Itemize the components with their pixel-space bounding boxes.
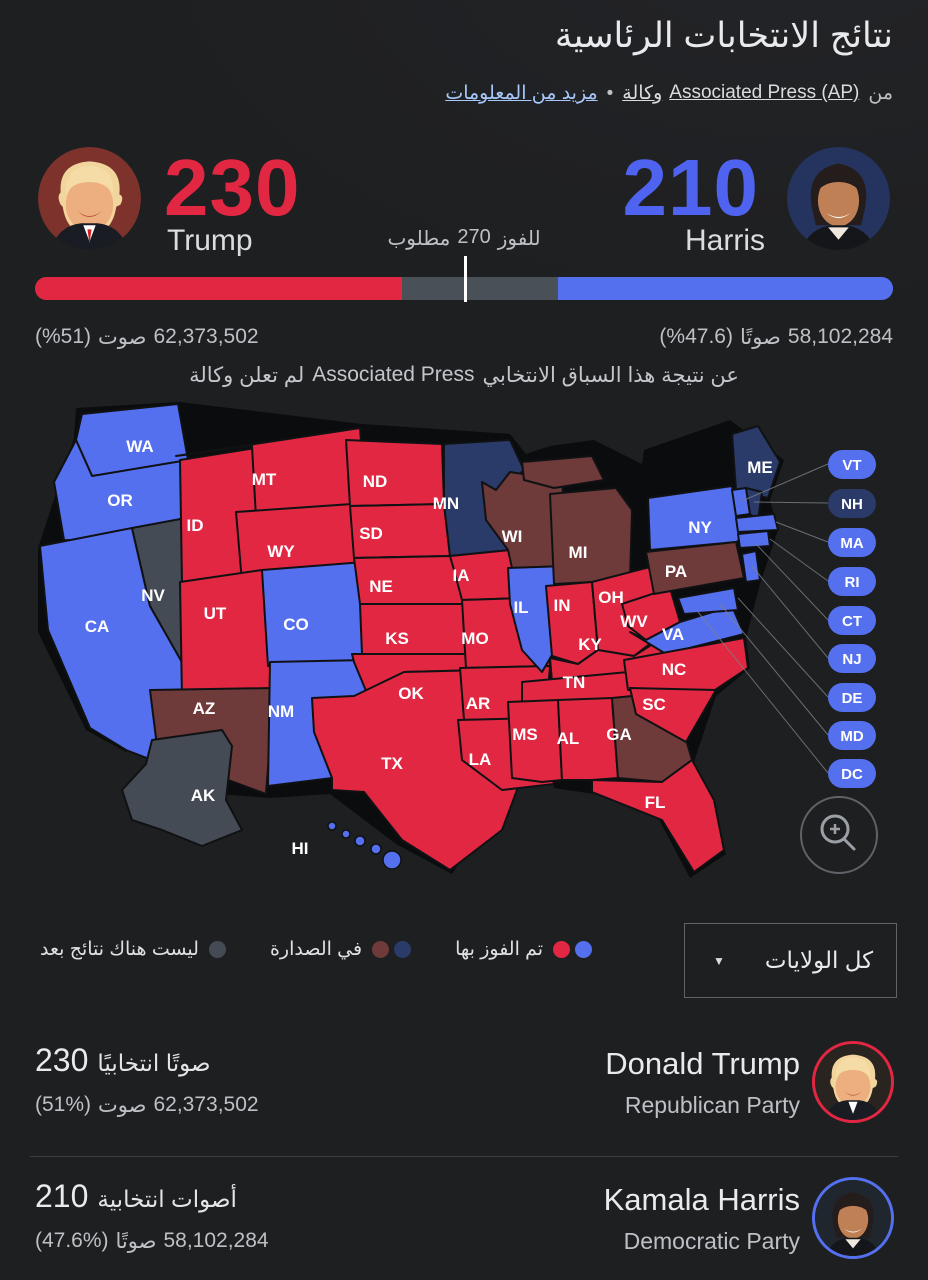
state-nd[interactable] xyxy=(346,440,444,506)
trump-electoral-count: 230 xyxy=(164,143,301,232)
state-label-ar: AR xyxy=(465,694,491,713)
us-states-map xyxy=(30,398,898,910)
source-line xyxy=(445,82,893,105)
pill-connector-line xyxy=(770,539,828,581)
state-label-nd: ND xyxy=(362,472,388,491)
svg-text:NH: NH xyxy=(841,496,863,513)
legend-no-results: ليست هناك نتائج بعد xyxy=(40,938,226,961)
page-title: نتائج الانتخابات الرئاسية xyxy=(554,16,893,55)
state-label-or: OR xyxy=(107,491,133,510)
maroon-dot xyxy=(372,941,389,958)
state-hi[interactable] xyxy=(371,844,381,854)
state-label-wv: WV xyxy=(620,612,648,631)
trump-popular-vote: (%51) صوت 62,373,502 xyxy=(35,325,259,349)
state-label-pa: PA xyxy=(664,562,688,581)
state-label-fl: FL xyxy=(644,793,666,812)
state-label-mn: MN xyxy=(432,494,460,513)
pill-connector-line xyxy=(776,522,828,542)
svg-text:VT: VT xyxy=(842,457,862,474)
state-label-nv: NV xyxy=(141,586,165,605)
state-label-wa: WA xyxy=(126,437,154,456)
state-label-nm: NM xyxy=(267,702,295,721)
state-hi[interactable] xyxy=(355,836,365,846)
state-label-in: IN xyxy=(553,596,571,615)
trump-avatar-small xyxy=(815,1044,891,1120)
svg-text:DE: DE xyxy=(841,690,863,707)
harris-avatar-small xyxy=(815,1180,891,1256)
state-label-ut: UT xyxy=(203,604,227,623)
state-label-mt: MT xyxy=(251,470,277,489)
states-dropdown[interactable]: ▼ كل الولايات xyxy=(684,923,897,998)
from-word: من xyxy=(868,83,893,104)
trump-label: Trump xyxy=(167,224,253,257)
chevron-down-icon: ▼ xyxy=(713,953,725,968)
state-label-sc: SC xyxy=(642,695,666,714)
candidate-party: Republican Party xyxy=(624,1092,800,1118)
trump-bar-segment xyxy=(35,277,402,300)
state-label-co: CO xyxy=(283,615,309,634)
state-label-ga: GA xyxy=(606,725,632,744)
state-label-mi: MI xyxy=(568,543,588,562)
state-label-va: VA xyxy=(661,625,685,644)
state-pill-ct[interactable] xyxy=(828,606,876,635)
harris-stats: 210 أصوات انتخابية (47.6%) صوتًا 58,102,284 xyxy=(35,1178,269,1253)
state-nj[interactable] xyxy=(742,551,760,582)
state-co[interactable] xyxy=(262,562,368,666)
svg-text:DC: DC xyxy=(841,766,863,783)
agency-word: وكالة xyxy=(622,83,663,104)
state-pill-nj[interactable] xyxy=(828,644,876,673)
state-label-ny: NY xyxy=(688,518,712,537)
state-label-tn: TN xyxy=(562,673,586,692)
map-legend xyxy=(40,938,592,961)
bullet-separator: • xyxy=(606,83,614,104)
pill-connector-line xyxy=(738,598,828,697)
state-mi[interactable] xyxy=(550,488,632,584)
state-pill-vt[interactable] xyxy=(828,450,876,479)
svg-text:RI: RI xyxy=(844,574,860,591)
state-label-la: LA xyxy=(468,750,492,769)
trump-stats: 230 صوتًا انتخابيًا (51%) صوت 62,373,502 xyxy=(35,1042,259,1117)
state-label-me: ME xyxy=(747,458,773,477)
state-label-tx: TX xyxy=(381,754,403,773)
candidate-name: Kamala Harris xyxy=(603,1182,800,1217)
harris-name-block xyxy=(604,1182,800,1255)
state-label-sd: SD xyxy=(359,524,383,543)
harris-label: Harris xyxy=(685,224,765,257)
ap-name: Associated Press (AP) xyxy=(669,82,860,103)
harris-bar-segment xyxy=(558,277,893,300)
candidate-name: Donald Trump xyxy=(605,1046,800,1081)
state-label-ca: CA xyxy=(84,617,110,636)
state-hi[interactable] xyxy=(383,851,401,869)
candidate-party: Democratic Party xyxy=(623,1228,800,1254)
state-ma[interactable] xyxy=(736,514,778,532)
trump-name-block xyxy=(605,1046,800,1119)
state-label-ia: IA xyxy=(452,566,470,585)
row-divider xyxy=(30,1156,898,1157)
state-label-ne: NE xyxy=(369,577,393,596)
state-label-ks: KS xyxy=(385,629,409,648)
more-info-link[interactable]: مزيد من المعلومات xyxy=(445,83,598,104)
majority-tick xyxy=(464,256,467,302)
state-pill-nh[interactable] xyxy=(828,489,876,518)
legend-won: تم الفوز بها xyxy=(455,938,592,961)
state-label-oh: OH xyxy=(598,588,624,607)
state-hi[interactable] xyxy=(342,830,350,838)
gray-state-dot xyxy=(209,941,226,958)
state-label-ok: OK xyxy=(398,684,424,703)
map-zoom-button[interactable] xyxy=(801,797,877,873)
state-label-il: IL xyxy=(513,598,529,617)
state-label-mo: MO xyxy=(461,629,489,648)
harris-popular-vote: (%47.6) صوتًا 58,102,284 xyxy=(659,325,893,349)
state-label-id: ID xyxy=(186,516,204,535)
navy-dot xyxy=(394,941,411,958)
state-label-nc: NC xyxy=(661,660,687,679)
svg-text:MA: MA xyxy=(840,535,864,552)
state-label-wy: WY xyxy=(267,542,295,561)
state-hi[interactable] xyxy=(328,822,336,830)
state-label-ak: AK xyxy=(190,786,216,805)
legend-leading: في الصدارة xyxy=(270,938,411,961)
state-label-hi: HI xyxy=(291,839,309,858)
state-label-ky: KY xyxy=(578,635,602,654)
state-label-wi: WI xyxy=(501,527,523,546)
state-pill-de[interactable] xyxy=(828,683,876,712)
svg-text:NJ: NJ xyxy=(842,651,862,668)
svg-text:MD: MD xyxy=(840,728,864,745)
blue-dot xyxy=(575,941,592,958)
state-ctri[interactable] xyxy=(738,531,770,548)
svg-text:CT: CT xyxy=(842,613,862,630)
state-pill-ri[interactable] xyxy=(828,567,876,596)
votes-needed-label: مطلوب 270 للفوز xyxy=(387,226,541,250)
state-label-al: AL xyxy=(556,729,580,748)
race-not-called-notice: لم تعلن وكالة Associated Press عن نتيجة هذا السباق الانتخابي xyxy=(189,363,739,387)
state-label-az: AZ xyxy=(192,699,216,718)
state-pill-md[interactable] xyxy=(828,721,876,750)
state-label-ms: MS xyxy=(512,725,538,744)
state-pill-dc[interactable] xyxy=(828,759,876,788)
red-dot xyxy=(553,941,570,958)
harris-electoral-count: 210 xyxy=(622,143,759,232)
state-pill-ma[interactable] xyxy=(828,528,876,557)
ap-source-link[interactable] xyxy=(622,82,859,105)
